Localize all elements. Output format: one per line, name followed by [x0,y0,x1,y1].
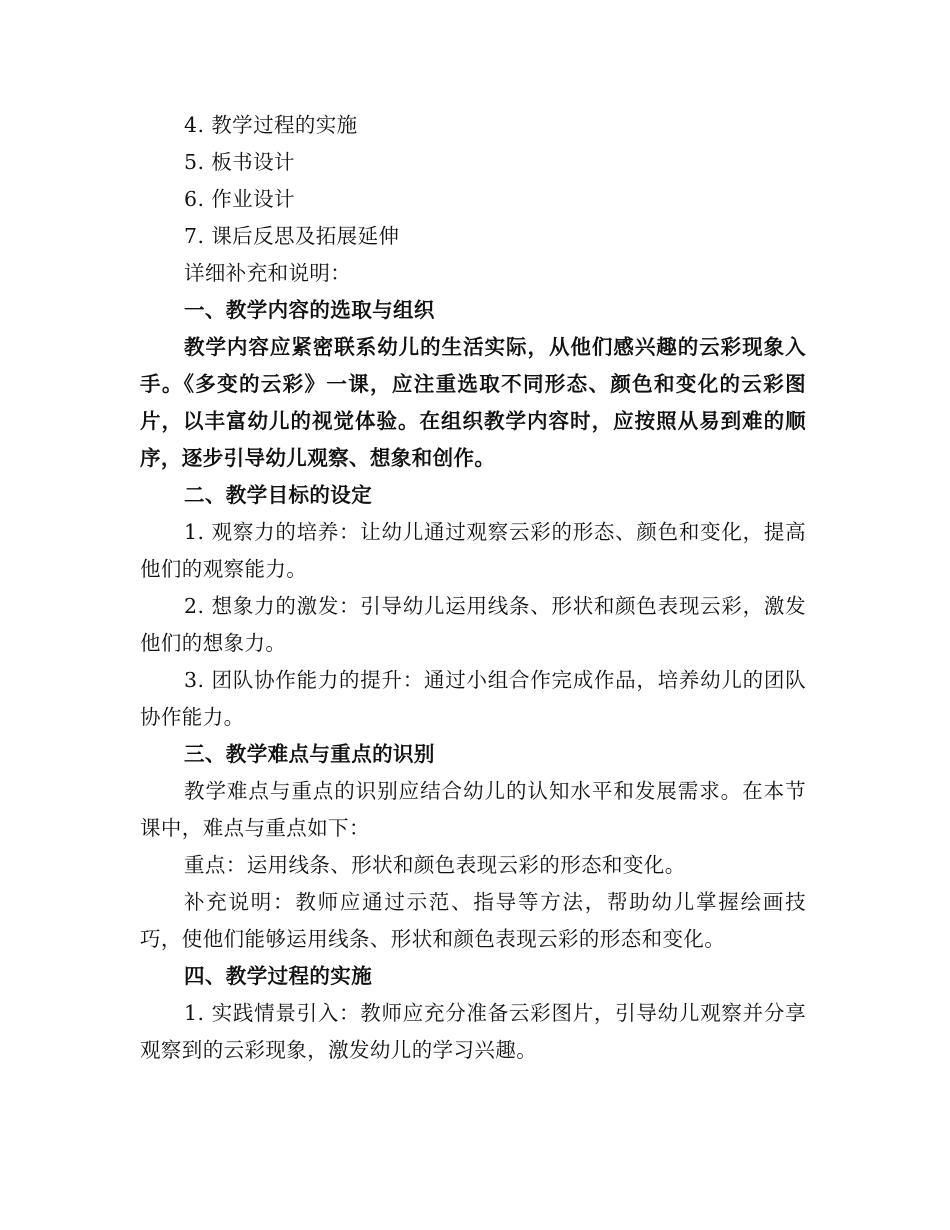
list-item-5: 5. 板书设计 [184,150,295,174]
section-heading-3: 三、教学难点与重点的识别 [184,742,435,766]
section-heading-4: 四、教学过程的实施 [184,964,373,988]
list-item-6: 6. 作业设计 [184,187,295,211]
section-1-paragraph: 教学内容应紧密联系幼儿的生活实际，从他们感兴趣的云彩现象入手。《多变的云彩》一课，应注重选取不同形态、颜色和变化的云彩图片，以丰富幼儿的视觉体验。在组织教学内容时，应按照从易到难的顺序，逐步引导幼儿观察、想象和创作。 [140,335,806,470]
section-heading-1: 一、教学内容的选取与组织 [184,298,435,322]
section-3-paragraph: 教学难点与重点的识别应结合幼儿的认知水平和发展需求。在本节课中，难点与重点如下： [140,779,806,840]
process-item-1: 1. 实践情景引入：教师应充分准备云彩图片，引导幼儿观察并分享观察到的云彩现象，激发幼儿的学习兴趣。 [140,1001,806,1062]
goal-item-3: 3. 团队协作能力的提升：通过小组合作完成作品，培养幼儿的团队协作能力。 [140,668,806,729]
goal-item-1: 1. 观察力的培养：让幼儿通过观察云彩的形态、颜色和变化，提高他们的观察能力。 [140,520,806,581]
list-item-7: 7. 课后反思及拓展延伸 [184,224,400,248]
key-point: 重点：运用线条、形状和颜色表现云彩的形态和变化。 [184,853,686,877]
supplement-intro: 详细补充和说明： [184,261,352,285]
list-item-4: 4. 教学过程的实施 [184,113,358,137]
supplement-note: 补充说明：教师应通过示范、指导等方法，帮助幼儿掌握绘画技巧，使他们能够运用线条、形状和颜色表现云彩的形态和变化。 [140,890,806,951]
section-heading-2: 二、教学目标的设定 [184,483,373,507]
goal-item-2: 2. 想象力的激发：引导幼儿运用线条、形状和颜色表现云彩，激发他们的想象力。 [140,594,806,655]
document-body [140,107,806,1069]
